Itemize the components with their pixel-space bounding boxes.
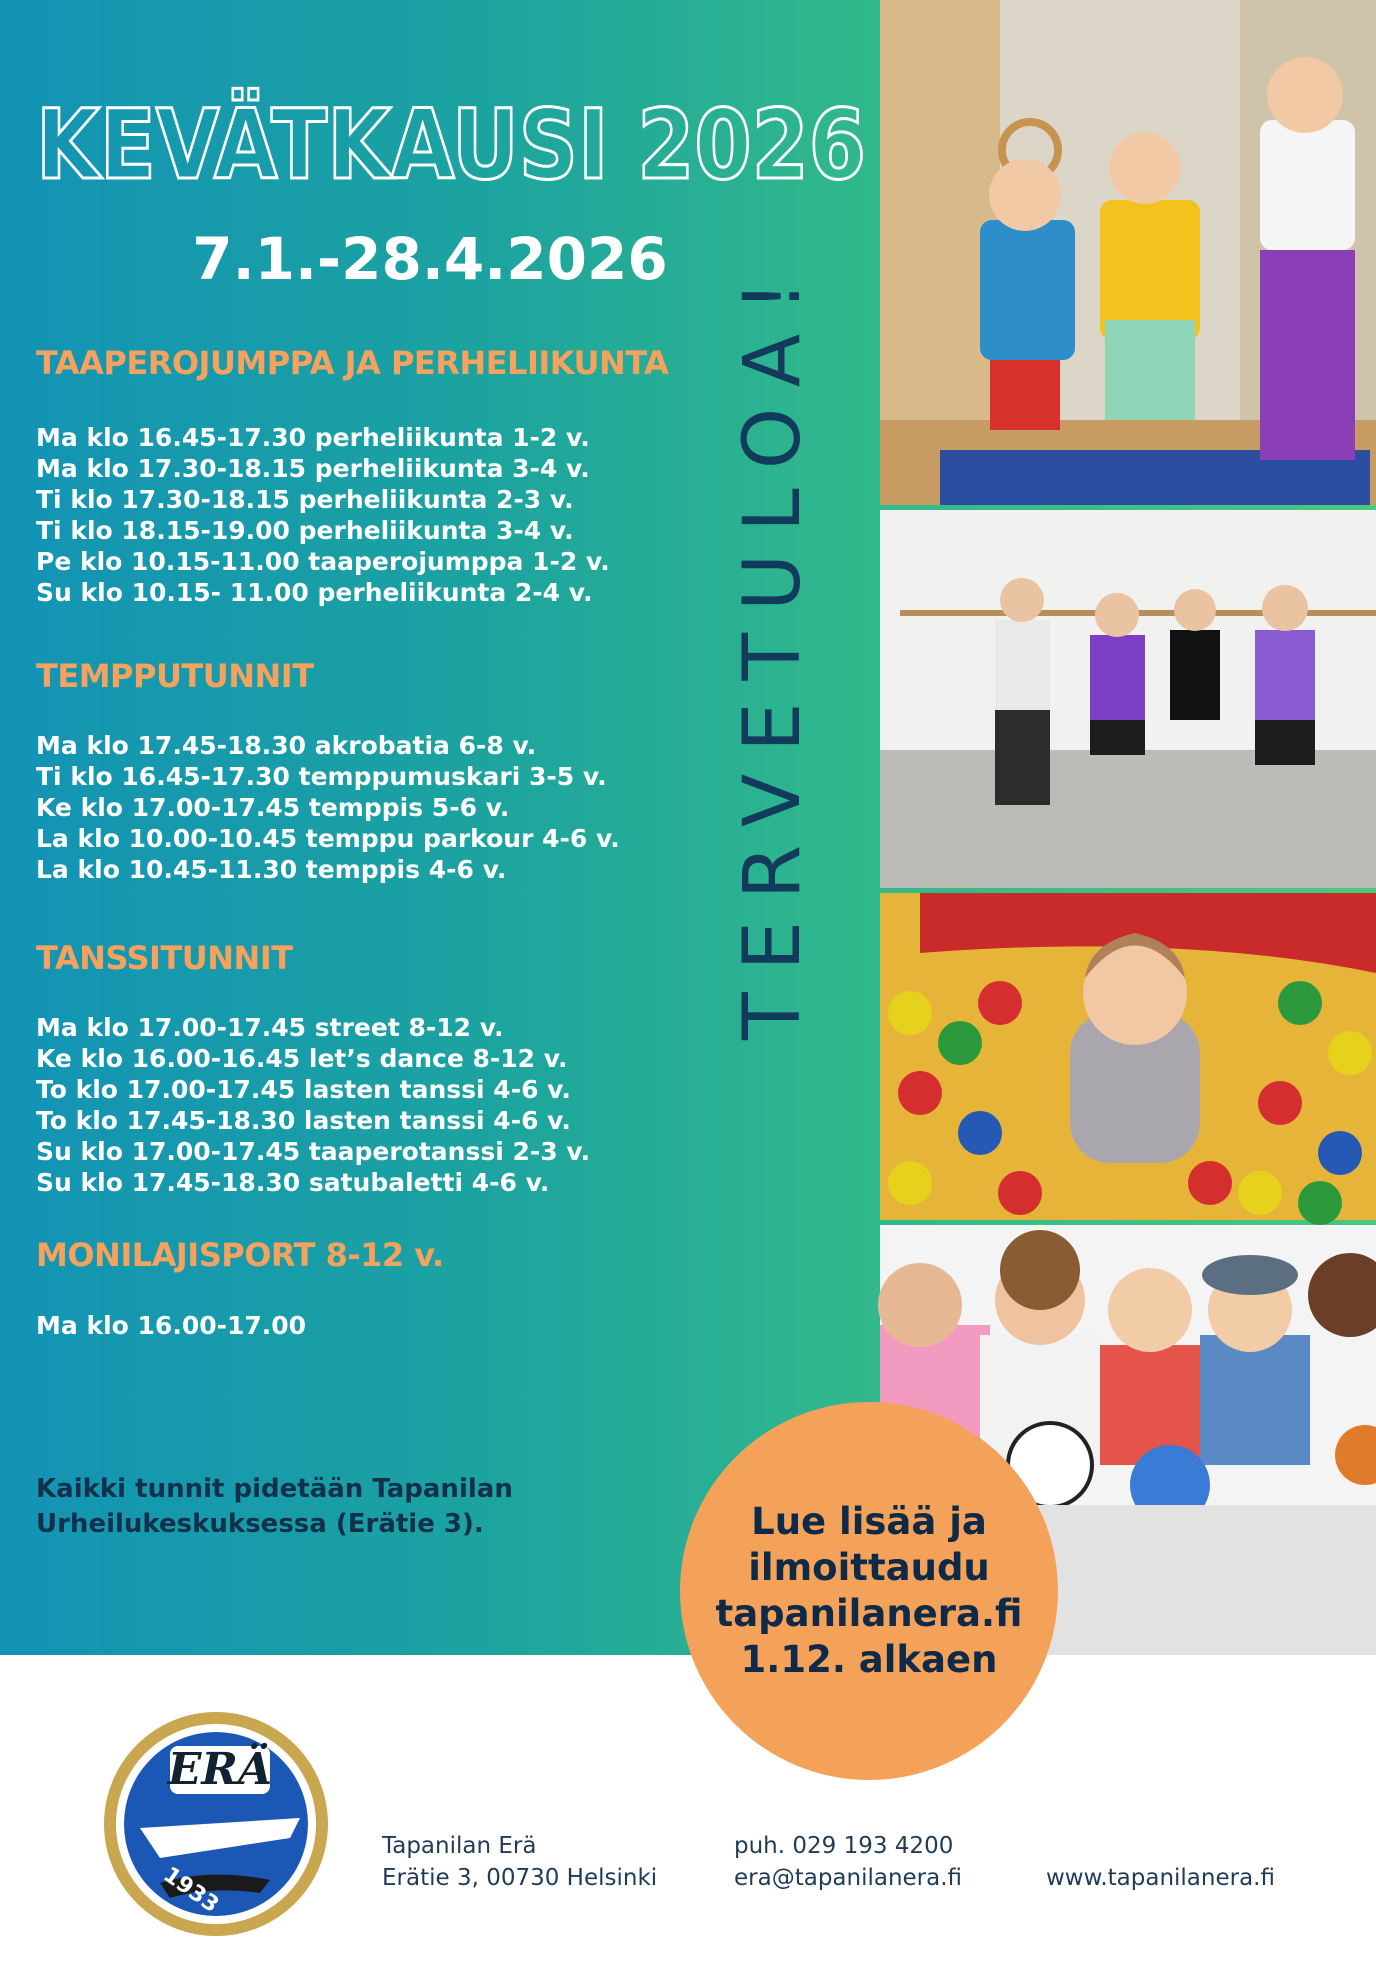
schedule-line: To klo 17.00-17.45 lasten tanssi 4-6 v. — [36, 1075, 571, 1104]
season-dates: 7.1.-28.4.2026 — [192, 225, 668, 293]
signup-line: 1.12. alkaen — [740, 1638, 998, 1681]
logo-year: 1933 — [158, 1862, 224, 1919]
signup-line: Lue lisää ja — [751, 1500, 987, 1543]
schedule-line: Ke klo 17.00-17.45 temppis 5-6 v. — [36, 793, 510, 822]
schedule-toddler — [36, 422, 610, 608]
schedule-line: To klo 17.45-18.30 lasten tanssi 4-6 v. — [36, 1106, 571, 1135]
section-heading-toddler: TAAPEROJUMPPA JA PERHELIIKUNTA — [36, 344, 669, 382]
footer-email[interactable]: era@tapanilanera.fi — [734, 1865, 963, 1891]
footer-website[interactable]: www.tapanilanera.fi — [1046, 1865, 1275, 1891]
footer-org: Tapanilan Erä — [382, 1833, 537, 1859]
section-heading-tricks: TEMPPUTUNNIT — [36, 657, 314, 695]
footer-phone[interactable]: puh. 029 193 4200 — [734, 1833, 954, 1859]
signup-badge — [680, 1402, 1058, 1780]
schedule-line: Ti klo 17.30-18.15 perheliikunta 2-3 v. — [36, 485, 574, 514]
signup-line: ilmoittaudu — [748, 1546, 990, 1589]
schedule-line: Ti klo 18.15-19.00 perheliikunta 3-4 v. — [36, 516, 574, 545]
logo-name: ERÄ — [167, 1744, 273, 1795]
page-title — [36, 88, 1006, 202]
footer-address-block — [382, 1830, 657, 1894]
location-note: Kaikki tunnit pidetään Tapanilan Urheilukeskuksessa (Erätie 3). — [36, 1474, 513, 1539]
signup-link[interactable]: tapanilanera.fi — [715, 1592, 1023, 1635]
photo-ball-pit — [880, 893, 1376, 1220]
section-heading-multisport: MONILAJISPORT 8-12 v. — [36, 1236, 444, 1274]
photo-column — [880, 0, 1376, 1655]
schedule-line: Ma klo 17.00-17.45 street 8-12 v. — [36, 1013, 504, 1042]
schedule-line: Ma klo 17.30-18.15 perheliikunta 3-4 v. — [36, 454, 590, 483]
welcome-text: TERVETULOA! — [728, 258, 818, 1040]
schedule-line: La klo 10.00-10.45 temppu parkour 4-6 v. — [36, 824, 620, 853]
schedule-line: Ma klo 16.45-17.30 perheliikunta 1-2 v. — [36, 423, 590, 452]
schedule-line: Su klo 17.45-18.30 satubaletti 4-6 v. — [36, 1168, 550, 1197]
page-title-text: KEVÄTKAUSI 2026 — [36, 89, 1006, 201]
section-heading-dance: TANSSITUNNIT — [36, 939, 293, 977]
schedule-line: Su klo 10.15- 11.00 perheliikunta 2-4 v. — [36, 578, 593, 607]
schedule-line: Ke klo 16.00-16.45 let’s dance 8-12 v. — [36, 1044, 568, 1073]
footer-contact-block — [734, 1830, 962, 1894]
schedule-line: Pe klo 10.15-11.00 taaperojumppa 1-2 v. — [36, 547, 610, 576]
schedule-line: Ma klo 16.00-17.00 — [36, 1311, 307, 1340]
schedule-line: Ti klo 16.45-17.30 temppumuskari 3-5 v. — [36, 762, 607, 791]
footer-address: Erätie 3, 00730 Helsinki — [382, 1865, 658, 1891]
schedule-dance — [36, 1012, 590, 1198]
photo-kids-climbing — [880, 0, 1376, 505]
schedule-line: Su klo 17.00-17.45 taaperotanssi 2-3 v. — [36, 1137, 591, 1166]
schedule-line: La klo 10.45-11.30 temppis 4-6 v. — [36, 855, 507, 884]
club-logo — [100, 1708, 332, 1940]
schedule-tricks — [36, 730, 620, 885]
photo-kids-dancing — [880, 510, 1376, 888]
schedule-line: Ma klo 17.45-18.30 akrobatia 6-8 v. — [36, 731, 537, 760]
schedule-multisport — [36, 1310, 306, 1341]
